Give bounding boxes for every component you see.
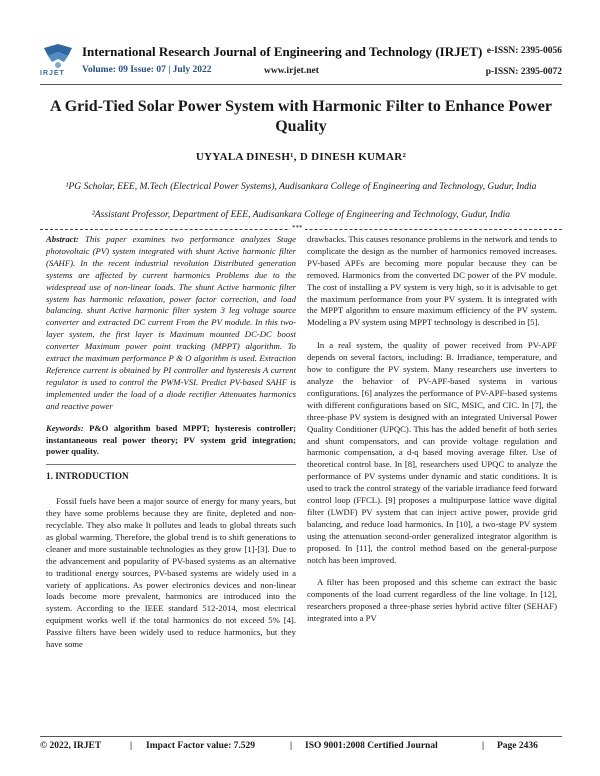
keywords-text: P&O algorithm based MPPT; hysteresis controller; instantaneous real power theory; PV system grid integration; power quality. bbox=[46, 422, 296, 457]
intro-paragraph-1-continued: drawbacks. This causes resonance problems in the network and tends to complicate the design as the number of harmonics removed increases. PV-based APFs are becoming more popular because they can be removed. Harmonics from the converted DC power of the PV module. The cost of installing a PV system is very high, so it is advisable to get the maximum performance from your PV system. It is integrated with the MPPT algorithm to ensure maximum efficiency of the PV system. Modeling a PV system using MPPT technology is described in [5]. bbox=[307, 234, 557, 328]
keywords bbox=[46, 423, 296, 459]
footer-separator: | bbox=[482, 741, 485, 751]
footer-impact-factor: Impact Factor value: 7.529 bbox=[146, 741, 256, 751]
paper-authors: UYYALA DINESH¹, D DINESH KUMAR² bbox=[195, 151, 407, 163]
footer-separator: | bbox=[130, 741, 133, 751]
abstract-text: This paper examines two performance analyzes Stage photovoltaic (PV) system integrated with shunt Active harmonic filter (SAHF). In the recent industrial revolution Distributed generation systems are affected by current harmonics Problems due to the widespread use of non-linear loads. The shunt Active harmonic filter system has harmonic relaxation, power factor correction, and load balancing. shunt Active harmonic filter system 3 leg voltage source converter and extracted DC current From the PV module. In this two-layer system, the first layer is Maximum mounted DC-DC boost converter Maximum power point tracking (MPPT) algorithm. To extract the maximum performance P & O algorithm is used. Extraction Reference current is obtained by PI controller and hysteresis A current regulator is used to control the PWM-VSI. Predict PV-based SAHF is implemented under the load of a diode rectifier Attenuates harmonics and reactive power bbox=[46, 234, 296, 411]
footer-iso: ISO 9001:2008 Certified Journal bbox=[305, 741, 438, 751]
journal-header bbox=[40, 40, 562, 86]
footer-separator: | bbox=[290, 741, 293, 751]
abstract-divider bbox=[46, 464, 296, 465]
volume-issue: Volume: 09 Issue: 07 | July 2022 bbox=[82, 65, 212, 75]
affiliation-1: ¹PG Scholar, EEE, M.Tech (Electrical Power Systems), Audisankara College of Engineering and Technology, Gudur, India bbox=[65, 181, 537, 192]
intro-paragraph-2: In a real system, the quality of power received from PV-APF depends on several factors, including: B. Irradiance, temperature, and how to configure the PV system. Many researchers use inverters to analyze the behavior of PV-APF-based systems in various configurations. [6] analyzes the performance of PV-APF-based systems with different configurations based on SIC, MSIC, and CIC. In [7], the three-phase PV system is designed with an integrated Universal Power Quality Conditioner (UPQC). This has the added benefit of both series and shunt compensators, and can provide voltage regulation and harmonic compensation, a d-q based moving average filter. Use of theoretical control base. In [8], researchers used UPQC to analyze the performance of PV systems under dynamic and static conditions. It is used to track the control strategy of the variable irradiance feed forward control loop (FFCL). [9] proposes a multipurpose lattice wave digital filter (LWDF) PV system that can inject active power, provide grid balancing, and reduce load harmonics. In [10], a two-stage PV system using the attenuation second-order generalized integrator algorithm is proposed. In [11], the control method based on the general-purpose notch has been improved. bbox=[307, 340, 557, 565]
p-issn: p-ISSN: 2395-0072 bbox=[485, 67, 562, 77]
intro-paragraph-1: Fossil fuels have been a major source of energy for many years, but they have some problems because they are finite, depleted and non-recyclable. They also make It pollutes and leads to global threats such as global warming. Therefore, the global trend is to shift generations to cleaner and more sustainable technologies as they grow [1]-[3]. Due to the advancement and popularity of PV-based systems as an alternative to traditional energy sources, PV-based systems are widely used in a variety of applications. As power electronics devices and non-linear loads become more prevalent, harmonics are introduced into the system. According to the IEEE standard 512-2014, most electrical equipment works well if the total harmonics do not exceed 5% [4]. Passive filters have been widely used to reduce harmonics, but they have some bbox=[46, 496, 296, 650]
paper-title: A Grid-Tied Solar Power System with Harmonic Filter to Enhance Power Quality bbox=[50, 98, 552, 135]
footer-divider bbox=[40, 736, 562, 737]
journal-website: www.irjet.net bbox=[264, 66, 319, 76]
right-column bbox=[307, 234, 557, 625]
section-heading: 1. INTRODUCTION bbox=[46, 471, 129, 482]
header-divider bbox=[40, 84, 562, 85]
abstract-label: Abstract: bbox=[46, 234, 79, 244]
intro-paragraph-3: A filter has been proposed and this scheme can extract the basic components of the load current regardless of the line voltage. In [12], researchers proposed a three-phase series hybrid active filter (SEHAF) integrated into a PV bbox=[307, 577, 557, 624]
footer-copyright: © 2022, IRJET bbox=[40, 741, 102, 751]
footer-page-number: Page 2436 bbox=[497, 741, 538, 751]
e-issn: e-ISSN: 2395-0056 bbox=[486, 46, 562, 56]
left-column bbox=[46, 234, 296, 651]
keywords-label: Keywords: bbox=[46, 422, 84, 433]
abstract bbox=[46, 234, 296, 413]
logo-text: IRJET bbox=[40, 70, 65, 77]
journal-title: International Research Journal of Engineering and Technology (IRJET) bbox=[82, 44, 483, 59]
affiliation-2: ²Assistant Professor, Department of EEE, Audisankara College of Engineering and Technology, Gudur, India bbox=[91, 209, 511, 220]
separator-mark: *** bbox=[292, 224, 303, 232]
